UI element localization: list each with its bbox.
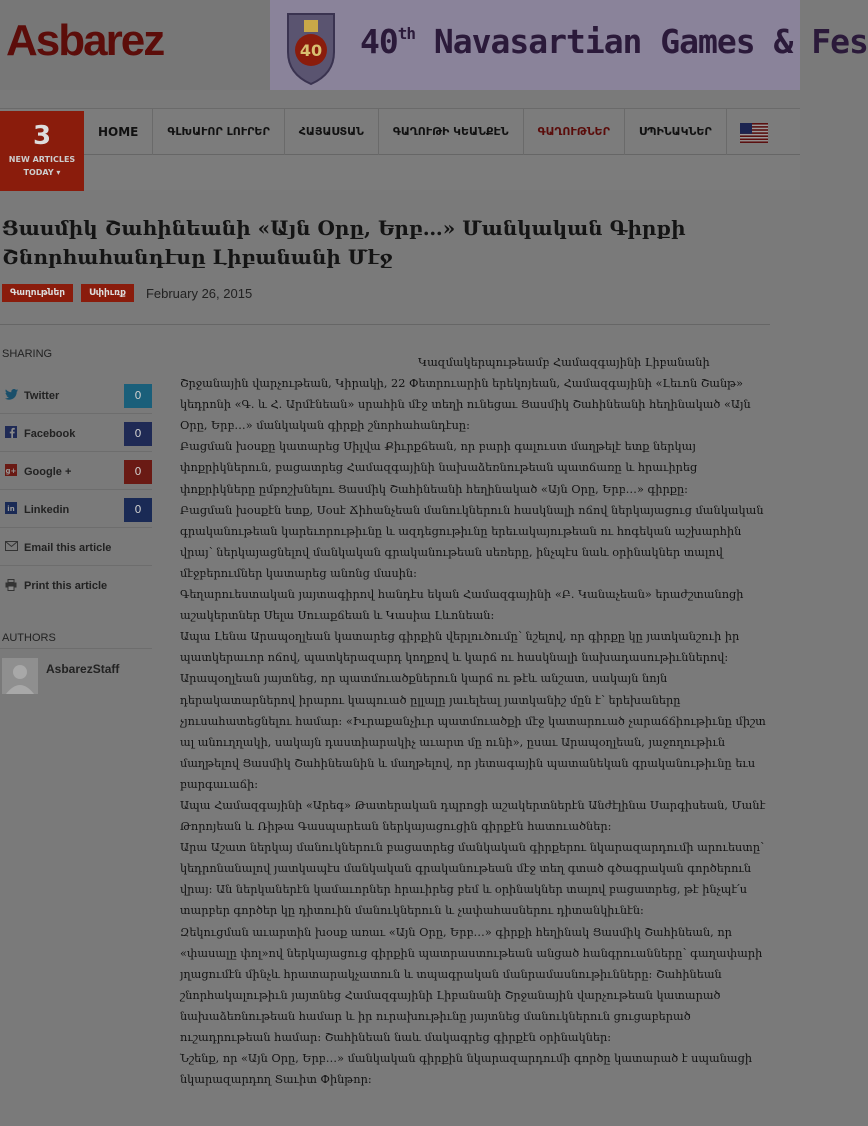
article-paragraph: Ապա Լենա Արապօղլեան կատարեց գիրքին վերլուծումը՝ նշելով, որ գիրքը կը յատկանշուի իր պատկերաւոր ոճով, պատկերազարդ կողքով և կարճ ու հասկնալի նախադասութիւններով: xyxy=(180,630,740,665)
menu-item-armenia[interactable]: ՀԱՅԱՍՏԱՆ xyxy=(285,109,379,155)
category-tag[interactable]: Գաղութներ xyxy=(2,284,73,302)
share-count: 0 xyxy=(124,498,152,522)
games-badge-icon xyxy=(282,6,340,86)
article-paragraph: Բացման խօսքէն ետք, Սօսէ Ճիհանչեան մանուկներուն հասկնալի ոճով ներկայացուց մանկական գրականութեան կարեւորութիւնը և ազդեցութիւնը երեւակայութեան ու հոգեկան աշխարհին վրայ՝ ներկայացնելով մանկական գրականութեան սեռերը, ինչպէս նաև օրինակներ տալով մէջբերումներ կատարեց անոնց մասին: xyxy=(180,503,764,580)
share-facebook[interactable] xyxy=(0,416,152,452)
article-paragraph: Բացման խօսքը կատարեց Սիլվա Քիւրքճեան, որ բարի գալուստ մաղթելէ ետք ներկայ փոքրիկներուն, բացատրեց Համազգայինի նախաձեռնութեան պատճառը և հրաւիրեց փոքրիկները ըմբոշխնելու Ցասմիկ Շահինեանի հեղինակած «Այն Օրը, Երբ…» գիրքը: xyxy=(180,440,698,496)
divider xyxy=(0,648,152,649)
menu-item-headlines[interactable]: ԳԼԽԱՒՈՐ ԼՈՒՐԵՐ xyxy=(153,109,284,155)
user-silhouette-icon xyxy=(2,658,38,694)
linkedin-icon xyxy=(2,502,20,517)
share-linkedin[interactable] xyxy=(0,492,152,528)
article-paragraph: Արա Աշատ ներկայ մանուկներուն բացատրեց մանկական գիրքերու նկարազարդումի արուեստը՝ կեդրոնանալով յատկապէս մանկական գրականութեան մէջ տեղ գտած գծագրական գործերուն վրայ: Ան ներկաներէն կամաւորներ հրաւիրեց բեմ և օրինակներ տալով բացատրեց, թէ ինչպէ՛ս տարբեր գործեր կը դիտուին մանուկներուն և չափահասներու դիտանկիւնէն: xyxy=(180,841,765,918)
article-paragraph: Կազմակերպութեամբ Համազգայինի Լիբանանի Շրջանային վարչութեան, Կիրակի, 22 Փետրուարին երեկոյեան, Համազգայինի «Լեւոն Շանթ» կեդրոնի «Գ. և Հ. Արմէնեան» սրահին մէջ տեղի ունեցաւ Ցասմիկ Շահինեանի հեղինակած «Այն Օրը, Երբ…» մանկական գիրքի շնորհահանդէսը: xyxy=(180,356,751,433)
article-body xyxy=(180,352,772,1090)
article-date: February 26, 2015 xyxy=(145,285,253,301)
article-meta xyxy=(2,284,252,302)
new-articles-badge[interactable] xyxy=(0,111,84,191)
author-name[interactable]: AsbarezStaff xyxy=(46,662,120,676)
menu-item-home[interactable]: HOME xyxy=(84,109,153,155)
share-count: 0 xyxy=(124,460,152,484)
share-label: Linkedin xyxy=(24,503,70,516)
authors-heading: AUTHORS xyxy=(2,632,56,644)
print-label: Print this article xyxy=(24,580,108,592)
facebook-icon xyxy=(2,426,20,441)
menu-item-columns[interactable]: ՍՊԻՆԱԿՆԵՐ xyxy=(625,109,727,155)
article-paragraph: Գեղարուեստական յայտագիրով հանդէս եկան Համազգայինի «Բ. Կանաչեան» երաժշտանոցի աշակերտներ Սելա Սուաքճեան և Կասիա Լևոնեան: xyxy=(180,588,744,623)
new-articles-count: 3 xyxy=(32,121,52,151)
article-title: Ցասմիկ Շահինեանի «Այն Օրը, Երբ…» Մանկական Գիրքի Շնորհահանդէսը Լիբանանի Մէջ xyxy=(2,216,686,269)
share-label: Facebook xyxy=(24,427,76,440)
article-paragraph: Զեկուցման աւարտին խօսք առաւ «Այն Օրը, Երբ…» գիրքի հեղինակ Ցասմիկ Շահինեան, որ «փասալը փոլ»ով ներկայացուց գիրքին պատրաստութեան անցած հանգրուանները՝ գաղափարի յղացումէն մինչև հրատարակչատուն և տպագրական մանրամասնութիւնները: Շահինեան շնորհակալութիւն յայտնեց Համազգայինի Լիբանանի Շրջանային վարչութեան կատարած նախաձեռնութեան համար և իր ուրախութիւնը յայտնեց մանուկներուն ցուցաբերած ուշադրութեան համար: Շահինեան նաև մակագրեց գիրքէն օրինակներ: xyxy=(180,925,763,1044)
print-article-link[interactable] xyxy=(0,568,152,604)
share-label: Twitter xyxy=(24,389,60,402)
article-paragraph: Նշենք, որ «Այն Օրը, Երբ…» մանկական գիրքին նկարազարդումի գործը կատարած է սպանացի նկարազարդող Տաւիտ Փինթոր: xyxy=(180,1052,753,1087)
share-google-plus[interactable] xyxy=(0,454,152,490)
svg-text:40: 40 xyxy=(299,41,323,60)
ad-banner[interactable] xyxy=(270,0,868,90)
article-paragraph: Ապա Համազգայինի «Արեգ» Թատերական դպրոցի աշակերտներէն Անժէլինա Սարգիսեան, Մանէ Թորոյեան և Ռիթա Գասպարեան ներկայացուցին գիրքէն հատուածներ: xyxy=(180,798,766,834)
twitter-icon xyxy=(2,389,20,403)
category-tag[interactable]: Սփիւռք xyxy=(81,284,134,302)
divider xyxy=(0,324,770,325)
site-logo[interactable]: Asbarez xyxy=(6,16,164,65)
article-paragraph: Արապօղլեան յայտնեց, որ պատմուածքներուն կարճ ու թէև անշատ, սակայն նոյն դերակատարներով իրարու կապուած ըլլալը յաւելեալ յատկանիշ մըն է՝ երեխաները չյուսահատեցնելու համար: «Իւրաքանչիւր պատմուածքի մէջ կատարուած չարաճճիութիւնը միշտ ալ անուղղակի, սակայն դաստիարակիչ աւարտ մը ունի», ըսաւ Արապօղլեան, յաջողութիւն մաղթելով Ցասմիկ Շահինեանին և մաղթելով, որ յետագային պատանեկան գրականութիւնը եւս բարգաւաճի: xyxy=(180,672,766,791)
site-header xyxy=(0,0,868,90)
banner-headline: 40th Navasartian Games & Fes xyxy=(360,22,868,61)
sharing-heading: SHARING xyxy=(2,348,53,360)
new-articles-label: NEW ARTICLES TODAY ▾ xyxy=(8,155,76,177)
avatar[interactable] xyxy=(2,658,38,694)
share-count: 0 xyxy=(124,384,152,408)
printer-icon xyxy=(2,579,20,594)
menu-item-community-life[interactable]: ԳԱՂՈՒԹԻ ԿԵԱՆՔԷՆ xyxy=(379,109,524,155)
us-flag-icon[interactable] xyxy=(740,123,768,143)
svg-text:in: in xyxy=(7,505,15,513)
email-label: Email this article xyxy=(24,541,112,554)
menu-bar xyxy=(84,109,800,155)
share-count: 0 xyxy=(124,422,152,446)
main-navigation xyxy=(0,108,800,190)
envelope-icon xyxy=(2,541,20,554)
share-twitter[interactable] xyxy=(0,378,152,414)
menu-item-communities[interactable]: ԳԱՂՈՒԹՆԵՐ xyxy=(524,109,625,155)
svg-text:g+: g+ xyxy=(5,467,17,475)
email-article-link[interactable] xyxy=(0,530,152,566)
share-label: Google + xyxy=(24,465,72,478)
google-plus-icon xyxy=(2,464,20,479)
